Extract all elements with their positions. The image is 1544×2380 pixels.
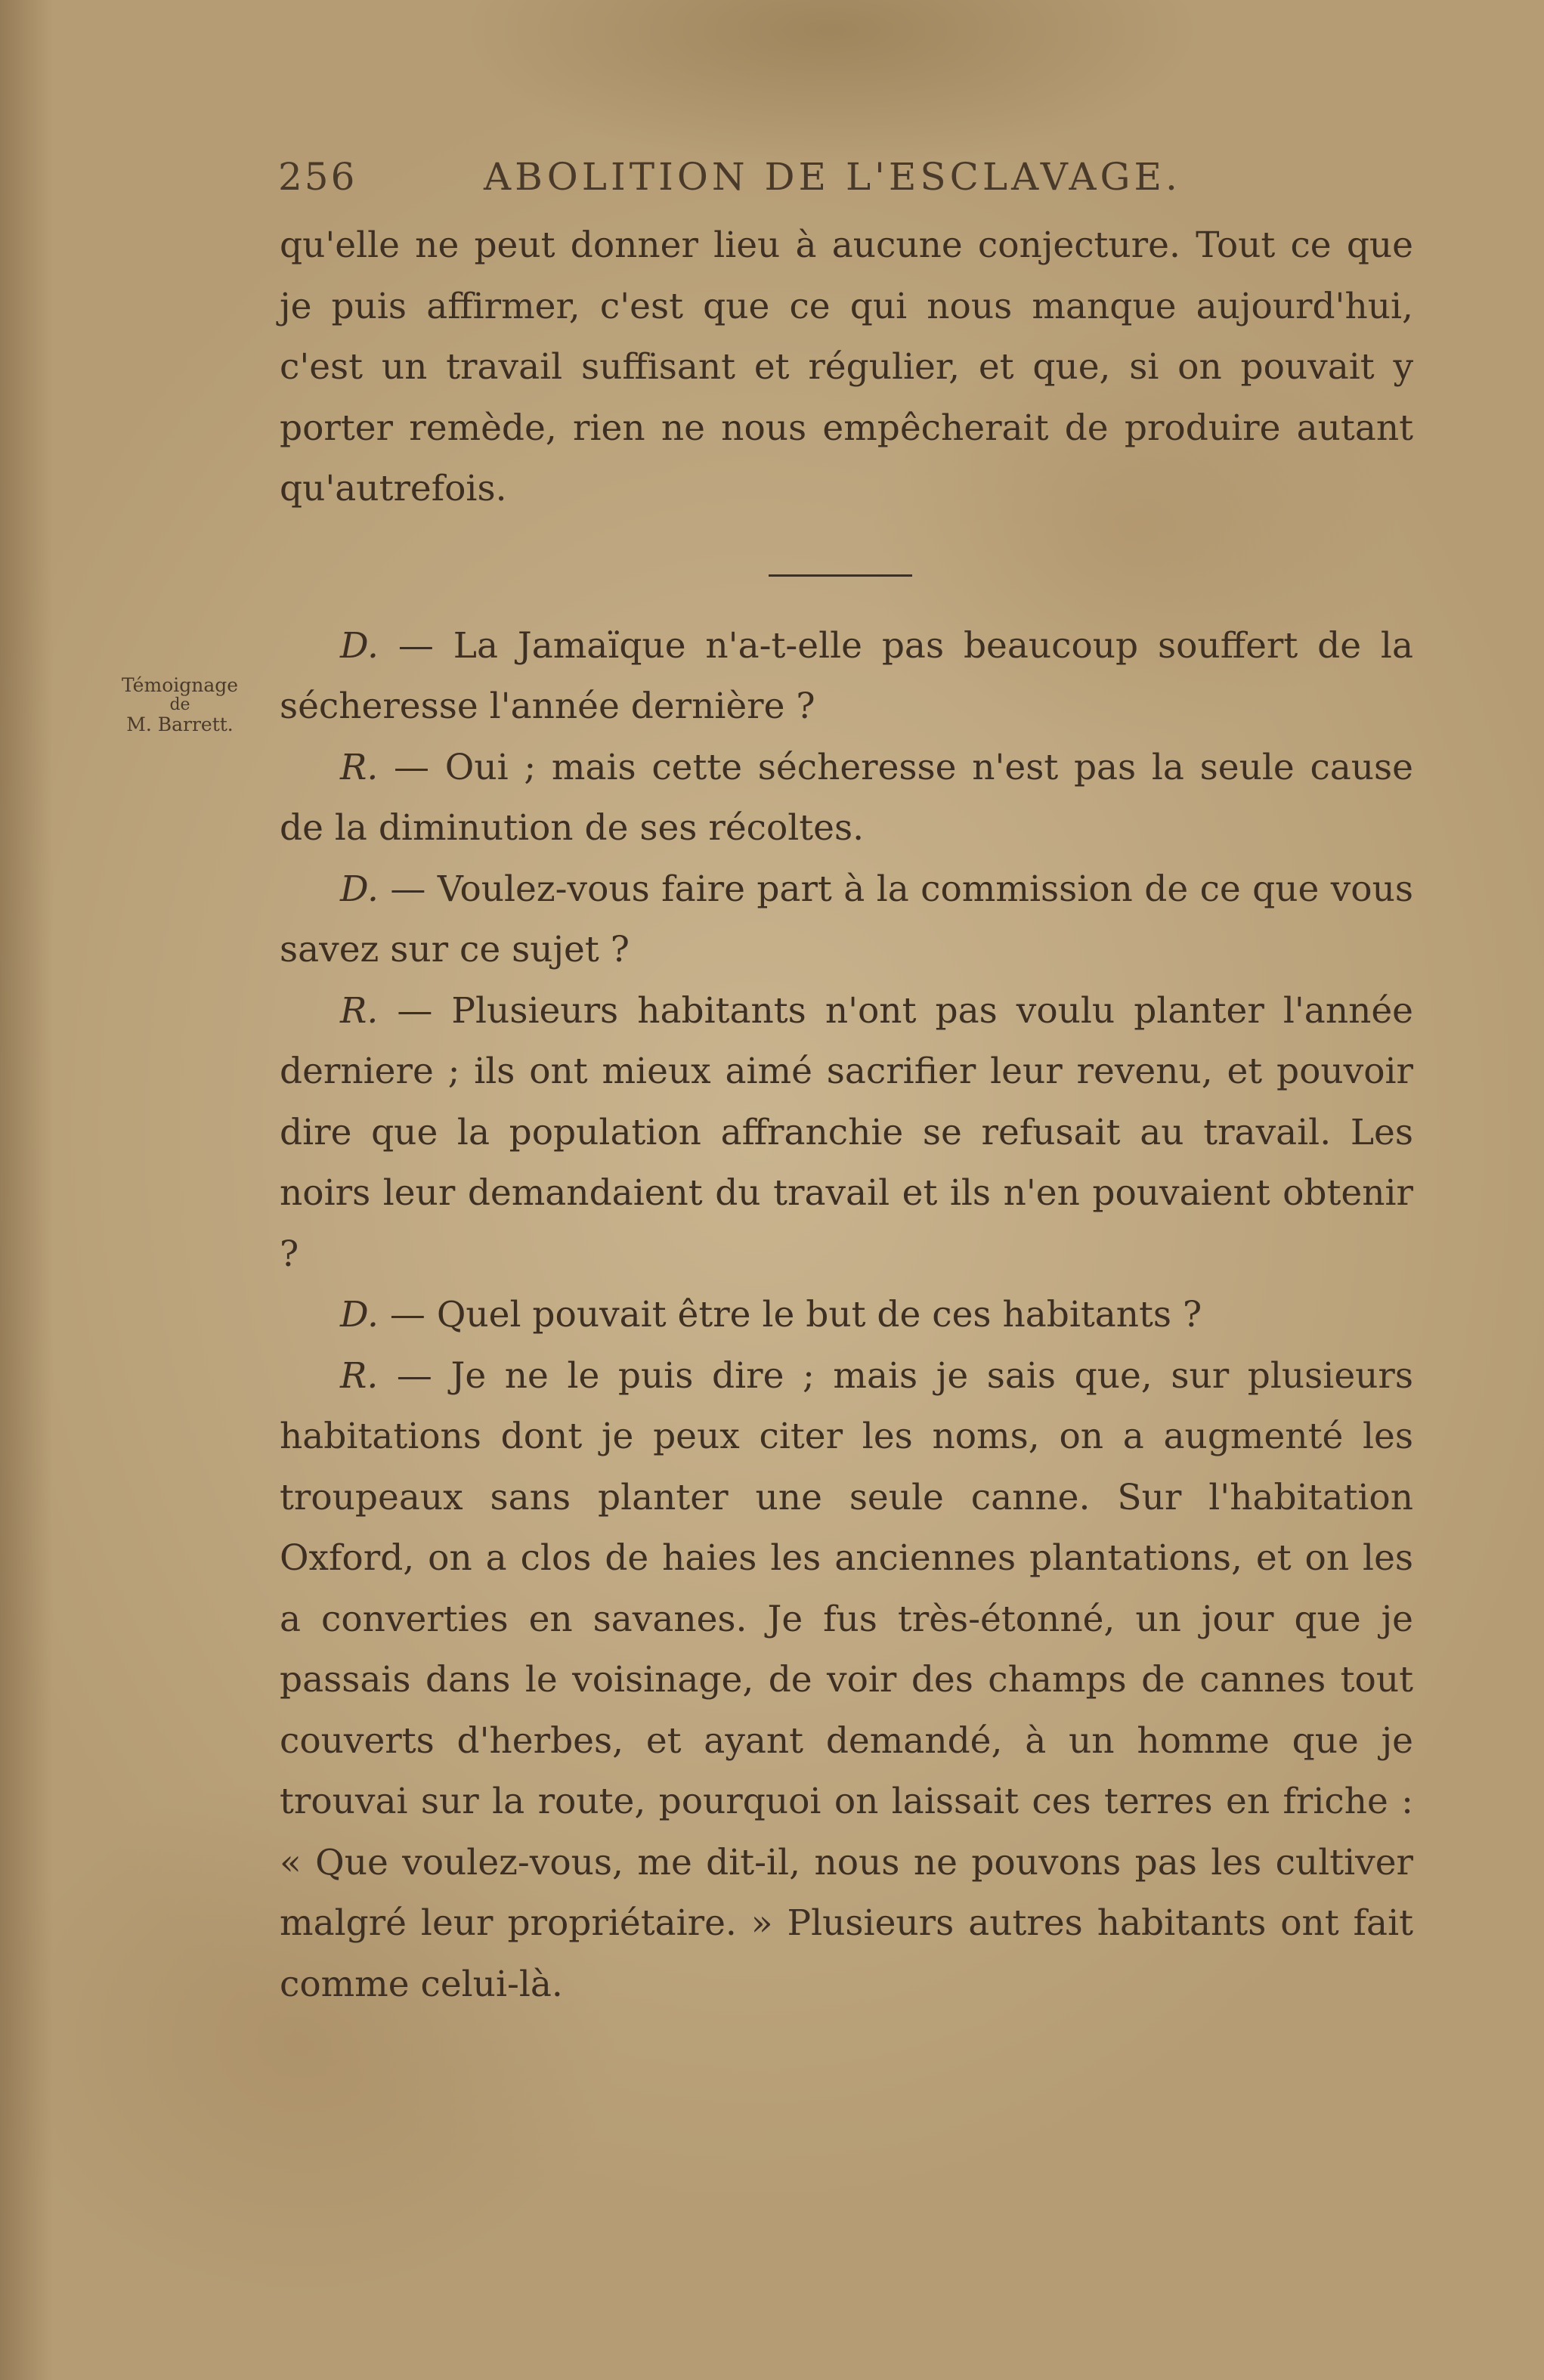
dialogue-question <box>280 1285 1413 1346</box>
dialogue-text: Je ne le puis dire ; mais je sais que, sur plusieurs habitations dont je peux citer les noms, on a augmenté les troupeaux sans planter une seule canne. Sur l'habitation Oxford, on a clos de haies les anciennes plantations, et on les a converties en savanes. Je fus très-étonné, un jour que je passais dans le voisinage, de voir des champs de cannes tout couverts d'herbes, et ayant demandé, à un homme que je trouvai sur la route, pourquoi on laissait ces terres en friche : « Que voulez-vous, me dit-il, nous ne pouvons pas les cultiver malgré leur propriétaire. » Plusieurs autres habitants ont fait comme celui-là. <box>280 1354 1413 2005</box>
speaker-label: R. <box>340 989 379 1032</box>
speaker-label: R. <box>340 746 379 788</box>
speaker-label: D. <box>340 868 379 910</box>
section-divider <box>769 574 912 577</box>
dash: — <box>378 868 438 910</box>
dialogue-answer <box>280 738 1413 859</box>
speaker-label: D. <box>340 1294 379 1335</box>
margin-note-line: de <box>169 695 190 714</box>
margin-note-line: Témoignage <box>121 674 239 696</box>
opening-paragraph: qu'elle ne peut donner lieu à aucune conjecture. Tout ce que je puis affirmer, c'est que ce qui nous manque aujourd'hui, c'est un travail suffisant et régulier, et que, si on pouvait y porter remède, rien ne nous empêcherait de produire autant qu'autrefois. <box>280 224 1413 509</box>
dialogue-question <box>280 616 1413 738</box>
margin-note-line: M. Barrett. <box>126 713 234 735</box>
body-text <box>280 215 1413 2015</box>
page-title: ABOLITION DE L'ESCLAVAGE. <box>484 155 1181 199</box>
dialogue-text: Plusieurs habitants n'ont pas voulu planter l'année derniere ; ils ont mieux aimé sacrifier leur revenu, et pouvoir dire que la population affranchie se refusait au travail. Les noirs leur demandaient du travail et ils n'en pouvaient obtenir ? <box>280 989 1413 1275</box>
page-number: 256 <box>278 155 357 199</box>
dash: — <box>378 624 453 667</box>
binding-shadow <box>0 0 53 2380</box>
running-head <box>278 155 1261 208</box>
dialogue-text: Voulez-vous faire part à la commission de ce que vous savez sur ce sujet ? <box>280 868 1413 970</box>
dash: — <box>378 746 445 788</box>
dash: — <box>378 1354 451 1397</box>
dialogue-answer <box>280 981 1413 1286</box>
margin-note <box>89 673 271 738</box>
testimony-dialogue <box>280 616 1413 2016</box>
dialogue-text: La Jamaïque n'a-t-elle pas beaucoup souffert de la sécheresse l'année dernière ? <box>280 624 1413 727</box>
dash: — <box>378 989 452 1032</box>
dialogue-text: Quel pouvait être le but de ces habitants ? <box>436 1294 1202 1335</box>
dialogue-answer <box>280 1346 1413 2016</box>
dialogue-question <box>280 859 1413 981</box>
dialogue-text: Oui ; mais cette sécheresse n'est pas la seule cause de la diminution de ses récoltes. <box>280 746 1413 849</box>
speaker-label: R. <box>340 1354 379 1397</box>
speaker-label: D. <box>340 624 379 667</box>
dash: — <box>378 1294 437 1335</box>
